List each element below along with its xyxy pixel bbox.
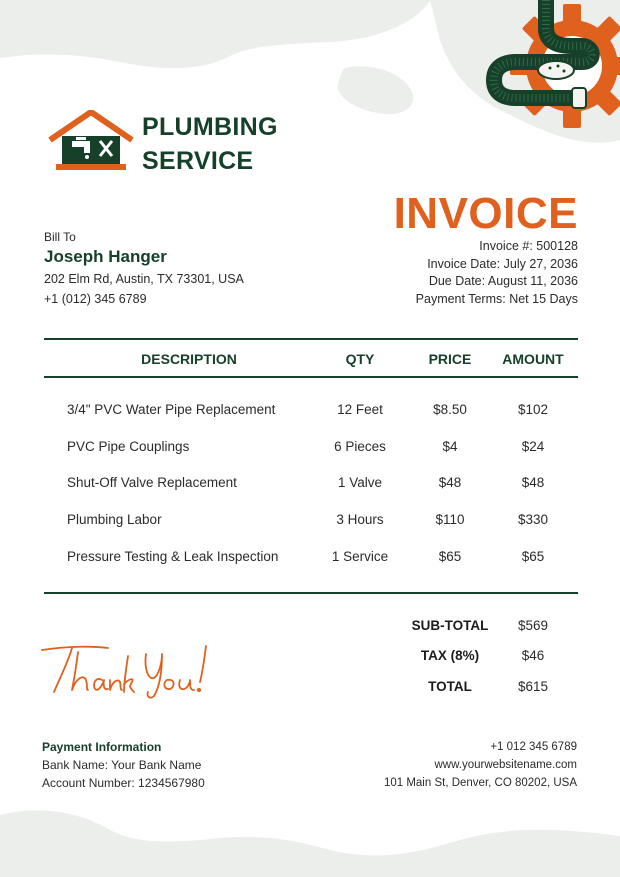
subtotal-value: $569 xyxy=(517,618,549,633)
invoice-number: Invoice #: 500128 xyxy=(479,239,578,253)
table-bottom-rule xyxy=(44,592,578,594)
invoice-title: INVOICE xyxy=(393,189,578,238)
table-row xyxy=(0,549,620,569)
bill-to-label: Bill To xyxy=(44,230,76,244)
gear-pipe-illustration xyxy=(486,0,620,140)
total-value: $615 xyxy=(517,679,549,694)
tax-label: TAX (8%) xyxy=(420,648,480,663)
row-amount: $102 xyxy=(517,402,549,417)
brand-line-1: PLUMBING xyxy=(142,113,278,141)
table-top-rule xyxy=(44,338,578,340)
thank-you-script xyxy=(38,634,224,702)
payment-terms: Payment Terms: Net 15 Days xyxy=(415,291,578,306)
row-price: $48 xyxy=(438,475,462,490)
customer-name: Joseph Hanger xyxy=(44,247,167,266)
row-description: Pressure Testing & Leak Inspection xyxy=(67,549,279,564)
brand-line-2: SERVICE xyxy=(142,147,254,175)
row-qty: 1 Valve xyxy=(337,475,383,490)
table-header-rule xyxy=(44,376,578,378)
table-row xyxy=(0,512,620,532)
bill-to-block xyxy=(44,229,244,309)
row-qty: 1 Service xyxy=(331,549,389,564)
row-qty: 3 Hours xyxy=(336,512,384,527)
header-qty: QTY xyxy=(345,351,375,367)
company-phone: +1 012 345 6789 xyxy=(490,741,577,753)
row-description: 3/4" PVC Water Pipe Replacement xyxy=(67,402,276,417)
due-date: Due Date: August 11, 2036 xyxy=(428,274,578,288)
header-price: PRICE xyxy=(428,351,472,367)
table-row xyxy=(0,402,620,422)
row-qty: 6 Pieces xyxy=(334,439,386,454)
row-amount: $24 xyxy=(521,439,545,454)
account-number: Account Number: 1234567980 xyxy=(42,776,205,790)
tax-value: $46 xyxy=(521,648,545,663)
company-website: www.yourwebsitename.com xyxy=(434,759,577,771)
row-price: $8.50 xyxy=(433,402,467,417)
row-description: Plumbing Labor xyxy=(67,512,162,527)
invoice-meta xyxy=(416,238,578,308)
row-price: $110 xyxy=(435,512,465,527)
brand-name xyxy=(142,110,278,178)
payment-info xyxy=(42,738,205,792)
customer-phone: +1 (012) 345 6789 xyxy=(44,292,147,306)
row-amount: $48 xyxy=(521,475,545,490)
company-address: 101 Main St, Denver, CO 80202, USA xyxy=(383,777,577,789)
row-description: Shut-Off Valve Replacement xyxy=(67,475,237,490)
invoice-date: Invoice Date: July 27, 2036 xyxy=(427,256,578,271)
total-label: TOTAL xyxy=(428,679,472,694)
table-row xyxy=(0,475,620,495)
company-contact xyxy=(384,738,577,792)
header-description: DESCRIPTION xyxy=(141,351,237,367)
subtotal-label: SUB-TOTAL xyxy=(411,618,489,633)
row-price: $4 xyxy=(442,439,458,454)
header-amount: AMOUNT xyxy=(502,351,564,367)
table-row xyxy=(0,439,620,459)
row-qty: 12 Feet xyxy=(337,402,383,417)
house-faucet-logo-icon xyxy=(46,110,136,174)
payment-heading: Payment Information xyxy=(42,740,162,754)
customer-address: 202 Elm Rd, Austin, TX 73301, USA xyxy=(44,272,244,286)
bank-name: Bank Name: Your Bank Name xyxy=(42,758,202,772)
row-description: PVC Pipe Couplings xyxy=(67,439,190,454)
row-price: $65 xyxy=(438,549,462,564)
row-amount: $65 xyxy=(521,549,545,564)
row-amount: $330 xyxy=(517,512,549,527)
